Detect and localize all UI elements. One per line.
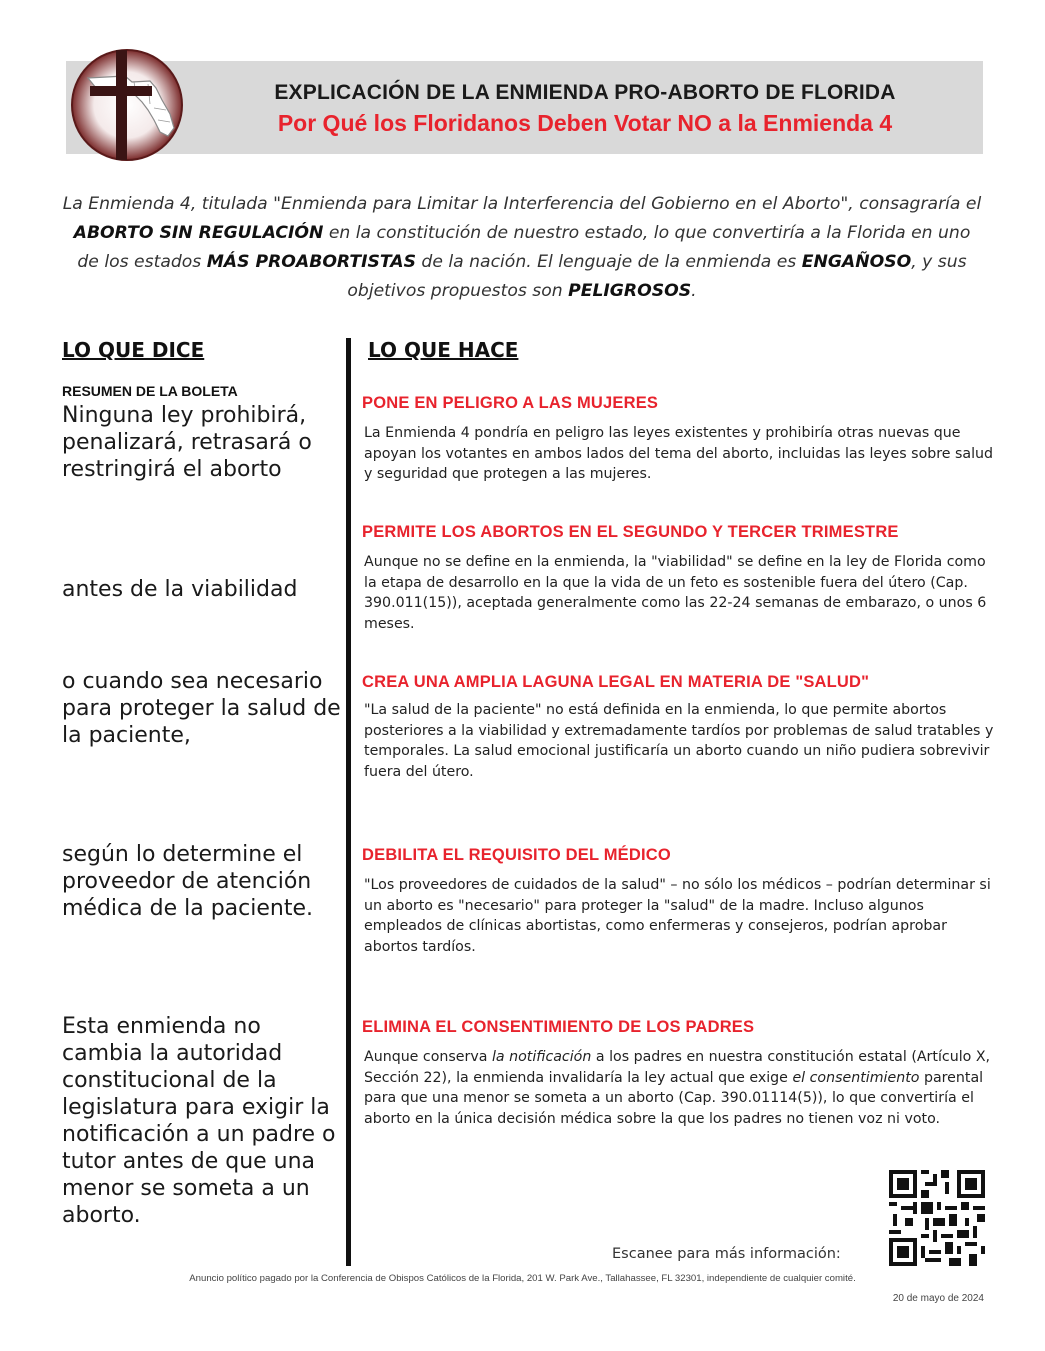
intro-emphasis: MÁS PROABORTISTAS [206,252,416,272]
section-title: PERMITE LOS ABORTOS EN EL SEGUNDO Y TERCER TRIMESTRE [362,523,899,541]
ballot-text-block: según lo determine el proveedor de atención médica de la paciente. [62,842,313,921]
section-body-italic: la notificación [491,1049,592,1065]
intro-paragraph [62,190,982,306]
ballot-text-block: o cuando sea necesario para proteger la salud de la paciente, [62,669,341,748]
intro-text: en la constitución de nuestro estado, lo que convertiría a la Florida en uno de los estados [77,223,971,272]
cross-over-florida-map-icon [70,48,184,162]
column-divider [346,338,351,1266]
ballot-text-block: Ninguna ley prohibirá, penalizará, retrasará o restringirá el aborto [62,403,312,482]
section-body: Aunque no se define en la enmienda, la "viabilidad" se define en la ley de Florida como la etapa de desarrollo en la que la vida de un feto es sostenible fuera del útero (Cap. 390.011(15)), aceptada generalmente como las 22-24 semanas de embarazo, o unos 6 meses. [364,554,987,632]
qr-code-icon[interactable] [889,1170,985,1266]
intro-text: de la nación. El lenguaje de la enmienda es [415,252,802,272]
section-body: La Enmienda 4 pondría en peligro las leyes existentes y prohibiría otras nuevas que apoyan los votantes en ambos lados del tema del aborto, incluidas las leyes sobre salud y seguridad que protegen a las mujeres. [364,425,994,482]
section-body [364,1047,994,1129]
section-title: DEBILITA EL REQUISITO DEL MÉDICO [362,846,671,864]
intro-emphasis: ABORTO SIN REGULACIÓN [73,223,324,243]
section-body-italic: el consentimiento [792,1069,920,1086]
intro-emphasis: ENGAÑOSO [801,252,912,272]
section-title: CREA UNA AMPLIA LAGUNA LEGAL EN MATERIA DE "SALUD" [362,673,870,691]
right-column-heading: LO QUE HACE [368,338,519,362]
left-column-heading: LO QUE DICE [62,338,205,362]
page-subtitle: Por Qué los Floridanos Deben Votar NO a la Enmienda 4 [277,110,893,136]
header-band [66,61,983,154]
section-title: ELIMINA EL CONSENTIMIENTO DE LOS PADRES [362,1018,755,1036]
section-body: "La salud de la paciente" no está definida en la enmienda, lo que permite abortos posteriores a la viabilidad y extremadamente tardíos por problemas de salud tratables y temporales. La salud emocional justificaría un aborto cuando un niño pudiera sobrevivir fuera del útero. [364,702,994,780]
ballot-text-block: antes de la viabilidad [62,577,298,602]
intro-emphasis: PELIGROSOS [568,281,692,301]
ballot-summary-label: RESUMEN DE LA BOLETA [62,383,238,399]
intro-text: . [691,281,697,301]
page-title: EXPLICACIÓN DE LA ENMIENDA PRO-ABORTO DE FLORIDA [274,81,896,104]
section-body-text: Aunque conserva [364,1049,492,1065]
intro-text: La Enmienda 4, titulada "Enmienda para Limitar la Interferencia del Gobierno en el Aborto", consagraría el [62,194,982,214]
section-body-text: a los padres en nuestra constitución estatal (Artículo X, Sección 22), la enmienda invalidaría la ley actual que exige [364,1049,991,1086]
scan-label: Escanee para más información: [612,1246,841,1262]
section-body: "Los proveedores de cuidados de la salud" – no sólo los médicos – podrían determinar si un aborto es "necesario" para proteger la "salud" de la madre. Incluso algunos empleados de clínicas abortistas, como enfermeras y consejeros, podrían aprobar abortos tardíos. [364,877,991,955]
section-title: PONE EN PELIGRO A LAS MUJERES [362,394,659,412]
political-ad-disclaimer: Anuncio político pagado por la Conferencia de Obispos Católicos de la Florida, 201 W. Park Ave., Tallahassee, FL 32301, independiente de cualquier comité. [189,1273,856,1284]
publication-date: 20 de mayo de 2024 [892,1293,984,1304]
ballot-text-block: Esta enmienda no cambia la autoridad constitucional de la legislatura para exigir la notificación a un padre o tutor antes de que una menor se someta a un aborto. [62,1014,336,1228]
section-body-text: parental para que una menor se someta a un aborto (Cap. 390.01114(5)), lo que convertiría el aborto en la única decisión médica sobre la que los padres no tienen voz ni voto. [364,1069,984,1127]
intro-text: , y sus objetivos propuestos son [347,252,967,301]
